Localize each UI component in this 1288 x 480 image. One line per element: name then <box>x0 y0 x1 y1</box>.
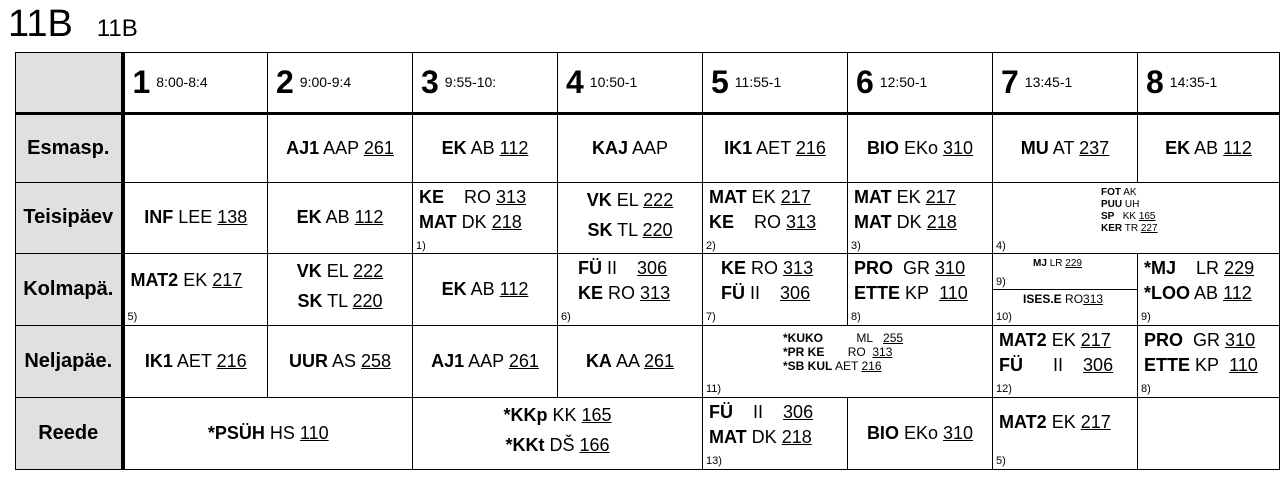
subject: EK <box>441 279 467 300</box>
corner-cell <box>16 53 123 114</box>
subject: *KKt <box>505 435 545 456</box>
subject: IK1 <box>724 137 753 158</box>
teacher: EL <box>326 261 349 282</box>
room: 220 <box>352 291 383 312</box>
teacher: AB <box>325 207 350 228</box>
teacher: UH <box>1124 198 1140 210</box>
room: 112 <box>499 279 529 300</box>
period-time: 9:00-9:4 <box>299 74 352 91</box>
subject: FÜ <box>721 283 745 304</box>
teacher: EK <box>1051 412 1076 433</box>
room: 261 <box>644 351 675 372</box>
room: 222 <box>643 189 674 210</box>
teacher: GR <box>903 258 931 279</box>
room: 138 <box>217 207 248 228</box>
room: 110 <box>1229 355 1258 376</box>
period-number: 6 <box>856 63 874 100</box>
page-subtitle: 11B <box>96 15 138 42</box>
room: 313 <box>872 345 893 360</box>
period-time: 10:50-1 <box>589 74 638 91</box>
room: 220 <box>642 219 673 240</box>
lesson-cell <box>703 113 848 182</box>
period-time: 9:55-10: <box>444 74 497 91</box>
teacher: DK <box>461 211 487 232</box>
lesson-cell <box>123 254 268 326</box>
lesson-cell <box>558 326 703 398</box>
teacher: II <box>750 283 761 304</box>
lesson-cell-merged <box>993 182 1280 254</box>
day-label: Kolmapä. <box>16 254 123 326</box>
room: 112 <box>1223 137 1252 158</box>
lesson-cell-merged <box>413 398 703 470</box>
period-time: 11:55-1 <box>734 74 782 91</box>
teacher: RO <box>464 186 492 207</box>
subject: MAT <box>419 211 457 232</box>
day-row-friday <box>16 398 1280 470</box>
lesson-cell <box>268 254 413 326</box>
room: 217 <box>212 270 243 291</box>
page-title: 11B <box>8 3 73 45</box>
footnote: 1) <box>416 239 426 252</box>
room: 222 <box>353 261 384 282</box>
room: 310 <box>943 423 974 444</box>
footnote: 10) <box>996 311 1012 324</box>
lesson-cell <box>1138 113 1280 182</box>
teacher: AA <box>615 351 639 372</box>
teacher: AS <box>331 351 356 372</box>
lesson-cell <box>268 326 413 398</box>
subject: ETTE <box>1144 355 1191 376</box>
footnote: 5) <box>996 455 1006 468</box>
room: 227 <box>1140 222 1158 234</box>
lesson-cell <box>268 182 413 254</box>
subject: SP <box>1101 210 1115 222</box>
teacher: EKo <box>903 137 938 158</box>
teacher: EK <box>751 186 776 207</box>
day-label: Reede <box>16 398 123 470</box>
subject: *KUKO <box>783 331 824 346</box>
subject: MAT <box>854 186 892 207</box>
room: 217 <box>925 186 956 207</box>
room: 166 <box>579 435 610 456</box>
room: 216 <box>861 359 882 374</box>
subject: PRO <box>1144 330 1184 351</box>
subject: AJ1 <box>286 137 320 158</box>
period-header-5 <box>703 53 848 114</box>
teacher: LR <box>1196 258 1220 279</box>
lesson-cell <box>413 254 558 326</box>
period-number: 3 <box>421 63 439 100</box>
lesson-cell <box>123 113 268 182</box>
lesson-cell <box>123 326 268 398</box>
subject: SK <box>587 219 613 240</box>
period-number: 8 <box>1146 63 1164 100</box>
teacher: TR <box>1124 222 1139 234</box>
day-row-thursday <box>16 326 1280 398</box>
lesson-cell <box>703 398 848 470</box>
subject: BIO <box>866 137 899 158</box>
room: 112 <box>1223 283 1252 304</box>
subject: KER <box>1101 222 1123 234</box>
teacher: TL <box>327 291 348 312</box>
room: 165 <box>581 405 612 426</box>
room: 216 <box>216 351 247 372</box>
teacher: KK <box>1122 210 1137 222</box>
subject: INF <box>144 207 174 228</box>
teacher: II <box>607 258 618 279</box>
room: 165 <box>1138 210 1156 222</box>
period-time: 13:45-1 <box>1024 74 1073 91</box>
room: 218 <box>491 211 522 232</box>
lesson-cell <box>558 254 703 326</box>
room: 237 <box>1079 137 1110 158</box>
lesson-cell <box>993 398 1138 470</box>
teacher: GR <box>1193 330 1221 351</box>
teacher: DK <box>896 211 922 232</box>
period-number: 4 <box>566 63 584 100</box>
subject: IK1 <box>144 351 173 372</box>
teacher: EK <box>183 270 208 291</box>
day-row-wednesday <box>16 254 1280 326</box>
room: 306 <box>637 258 668 279</box>
lesson-cell <box>558 182 703 254</box>
period-header-6 <box>848 53 993 114</box>
room: 255 <box>883 331 904 346</box>
room: 313 <box>786 211 817 232</box>
teacher: AB <box>1194 283 1219 304</box>
split-top <box>993 254 1137 289</box>
teacher: HS <box>269 423 295 444</box>
teacher: DK <box>751 427 777 448</box>
day-row-monday <box>16 113 1280 182</box>
room: 310 <box>935 258 966 279</box>
room: 306 <box>780 283 811 304</box>
subject: *LOO <box>1144 283 1191 304</box>
room: 310 <box>1225 330 1256 351</box>
lesson-cell <box>123 182 268 254</box>
lesson-cell <box>1138 254 1280 326</box>
subject: *KKp <box>503 405 548 426</box>
subject: EK <box>1165 137 1191 158</box>
period-time: 8:00-8:4 <box>156 74 208 91</box>
room: 306 <box>783 402 814 423</box>
teacher: KP <box>905 283 930 304</box>
teacher: AAP <box>468 351 504 372</box>
footnote: 7) <box>706 311 716 324</box>
footnote: 8) <box>851 311 861 324</box>
teacher: TL <box>617 219 638 240</box>
teacher: RO <box>847 345 866 360</box>
teacher: AAP <box>632 137 669 158</box>
teacher: KP <box>1195 355 1220 376</box>
subject: AJ1 <box>431 351 465 372</box>
room: 217 <box>1080 412 1111 433</box>
period-header-1 <box>123 53 268 114</box>
teacher: AK <box>1123 186 1137 198</box>
period-number: 2 <box>276 63 294 100</box>
period-number: 7 <box>1001 63 1019 100</box>
period-header-row <box>16 53 1280 114</box>
day-label: Esmasp. <box>16 113 123 182</box>
subject: FOT <box>1101 186 1121 198</box>
period-header-2 <box>268 53 413 114</box>
footnote: 3) <box>851 239 861 252</box>
teacher: RO <box>608 283 636 304</box>
subject: EK <box>296 207 322 228</box>
period-header-3 <box>413 53 558 114</box>
teacher: AAP <box>323 137 359 158</box>
subject: KA <box>585 351 612 372</box>
subject: UUR <box>288 351 328 372</box>
subject: MAT2 <box>130 270 179 291</box>
lesson-cell <box>268 113 413 182</box>
room: 218 <box>926 211 957 232</box>
room: 310 <box>943 137 974 158</box>
room: 306 <box>1083 355 1114 376</box>
teacher: RO <box>754 211 782 232</box>
room: 229 <box>1065 258 1082 270</box>
lesson-cell-merged <box>703 326 993 398</box>
room: 313 <box>640 283 671 304</box>
teacher: ML <box>856 331 874 346</box>
lesson-cell <box>413 326 558 398</box>
teacher: II <box>753 402 764 423</box>
subject: *PR KE <box>783 345 825 360</box>
room: 112 <box>354 207 384 228</box>
subject: PUU <box>1101 198 1123 210</box>
lesson-cell <box>848 113 993 182</box>
subject: FÜ <box>709 402 733 423</box>
room: 217 <box>780 186 811 207</box>
teacher: KK <box>552 405 577 426</box>
footnote: 8) <box>1141 383 1151 396</box>
subject: MAT <box>709 427 747 448</box>
room: 261 <box>508 351 539 372</box>
footnote: 11) <box>706 383 722 396</box>
footnote: 13) <box>706 455 722 468</box>
subject: FÜ <box>578 258 602 279</box>
split-bottom <box>993 289 1137 325</box>
period-header-7 <box>993 53 1138 114</box>
day-label: Teisipäev <box>16 182 123 254</box>
timetable <box>15 52 1280 470</box>
subject: MAT <box>709 186 747 207</box>
subject: MJ <box>1033 258 1047 270</box>
subject: FÜ <box>999 355 1023 376</box>
room: 258 <box>361 351 392 372</box>
lesson-cell <box>848 254 993 326</box>
subject: EK <box>441 137 467 158</box>
subject: KAJ <box>591 137 628 158</box>
lesson-cell-merged <box>123 398 413 470</box>
subject: *SB KUL <box>783 359 833 374</box>
period-time: 12:50-1 <box>879 74 928 91</box>
lesson-cell <box>1138 326 1280 398</box>
period-time: 14:35-1 <box>1169 74 1218 91</box>
page-header <box>8 2 138 46</box>
day-row-tuesday <box>16 182 1280 254</box>
teacher: DŠ <box>549 435 575 456</box>
subject: VK <box>296 261 322 282</box>
teacher: RO <box>751 258 779 279</box>
subject: SK <box>297 291 323 312</box>
room: 261 <box>363 137 394 158</box>
teacher: AB <box>470 279 495 300</box>
footnote: 4) <box>996 239 1006 252</box>
teacher: AB <box>1194 137 1219 158</box>
teacher: AB <box>470 137 495 158</box>
teacher: LR <box>1049 258 1063 270</box>
lesson-cell <box>413 182 558 254</box>
footnote: 6) <box>561 311 571 324</box>
subject: *MJ <box>1144 258 1177 279</box>
teacher: RO <box>1065 291 1084 306</box>
lesson-cell <box>558 113 703 182</box>
subject: MAT2 <box>999 330 1047 351</box>
lesson-cell <box>993 113 1138 182</box>
period-header-8 <box>1138 53 1280 114</box>
lesson-cell-split <box>993 254 1138 326</box>
teacher: EK <box>1051 330 1076 351</box>
subject: MAT2 <box>999 412 1047 433</box>
teacher: AET <box>176 351 212 372</box>
room: 110 <box>939 283 968 304</box>
teacher: LEE <box>178 207 213 228</box>
room: 218 <box>781 427 812 448</box>
room: 313 <box>1083 291 1104 306</box>
subject: KE <box>709 211 735 232</box>
teacher: AET <box>756 137 791 158</box>
lesson-cell <box>703 254 848 326</box>
subject: KE <box>578 283 604 304</box>
subject: KE <box>721 258 747 279</box>
lesson-cell <box>1138 398 1280 470</box>
room: 313 <box>496 186 527 207</box>
room: 110 <box>299 423 329 444</box>
footnote: 9) <box>1141 311 1151 324</box>
subject: PRO <box>854 258 894 279</box>
period-header-4 <box>558 53 703 114</box>
lesson-cell <box>413 113 558 182</box>
footnote: 9) <box>996 275 1006 288</box>
subject: VK <box>586 189 612 210</box>
subject: KE <box>419 186 445 207</box>
lesson-cell <box>703 182 848 254</box>
period-number: 5 <box>711 63 729 100</box>
teacher: EKo <box>903 423 938 444</box>
room: 229 <box>1224 258 1255 279</box>
teacher: AET <box>835 359 859 374</box>
lesson-cell <box>993 326 1138 398</box>
period-number: 1 <box>132 63 151 100</box>
subject: MU <box>1020 137 1049 158</box>
subject: ISES.E <box>1023 291 1062 306</box>
footnote: 5) <box>127 311 138 324</box>
teacher: II <box>1053 355 1064 376</box>
room: 216 <box>795 137 826 158</box>
subject: MAT <box>854 211 892 232</box>
lesson-cell <box>848 398 993 470</box>
day-label: Neljapäe. <box>16 326 123 398</box>
subject: BIO <box>866 423 899 444</box>
subject: *PSÜH <box>207 423 265 444</box>
room: 217 <box>1080 330 1111 351</box>
teacher: EK <box>896 186 921 207</box>
footnote: 2) <box>706 239 716 252</box>
teacher: AT <box>1052 137 1075 158</box>
subject: ETTE <box>854 283 901 304</box>
footnote: 12) <box>996 383 1012 396</box>
room: 313 <box>783 258 814 279</box>
lesson-cell <box>848 182 993 254</box>
room: 112 <box>499 137 529 158</box>
teacher: EL <box>616 189 639 210</box>
